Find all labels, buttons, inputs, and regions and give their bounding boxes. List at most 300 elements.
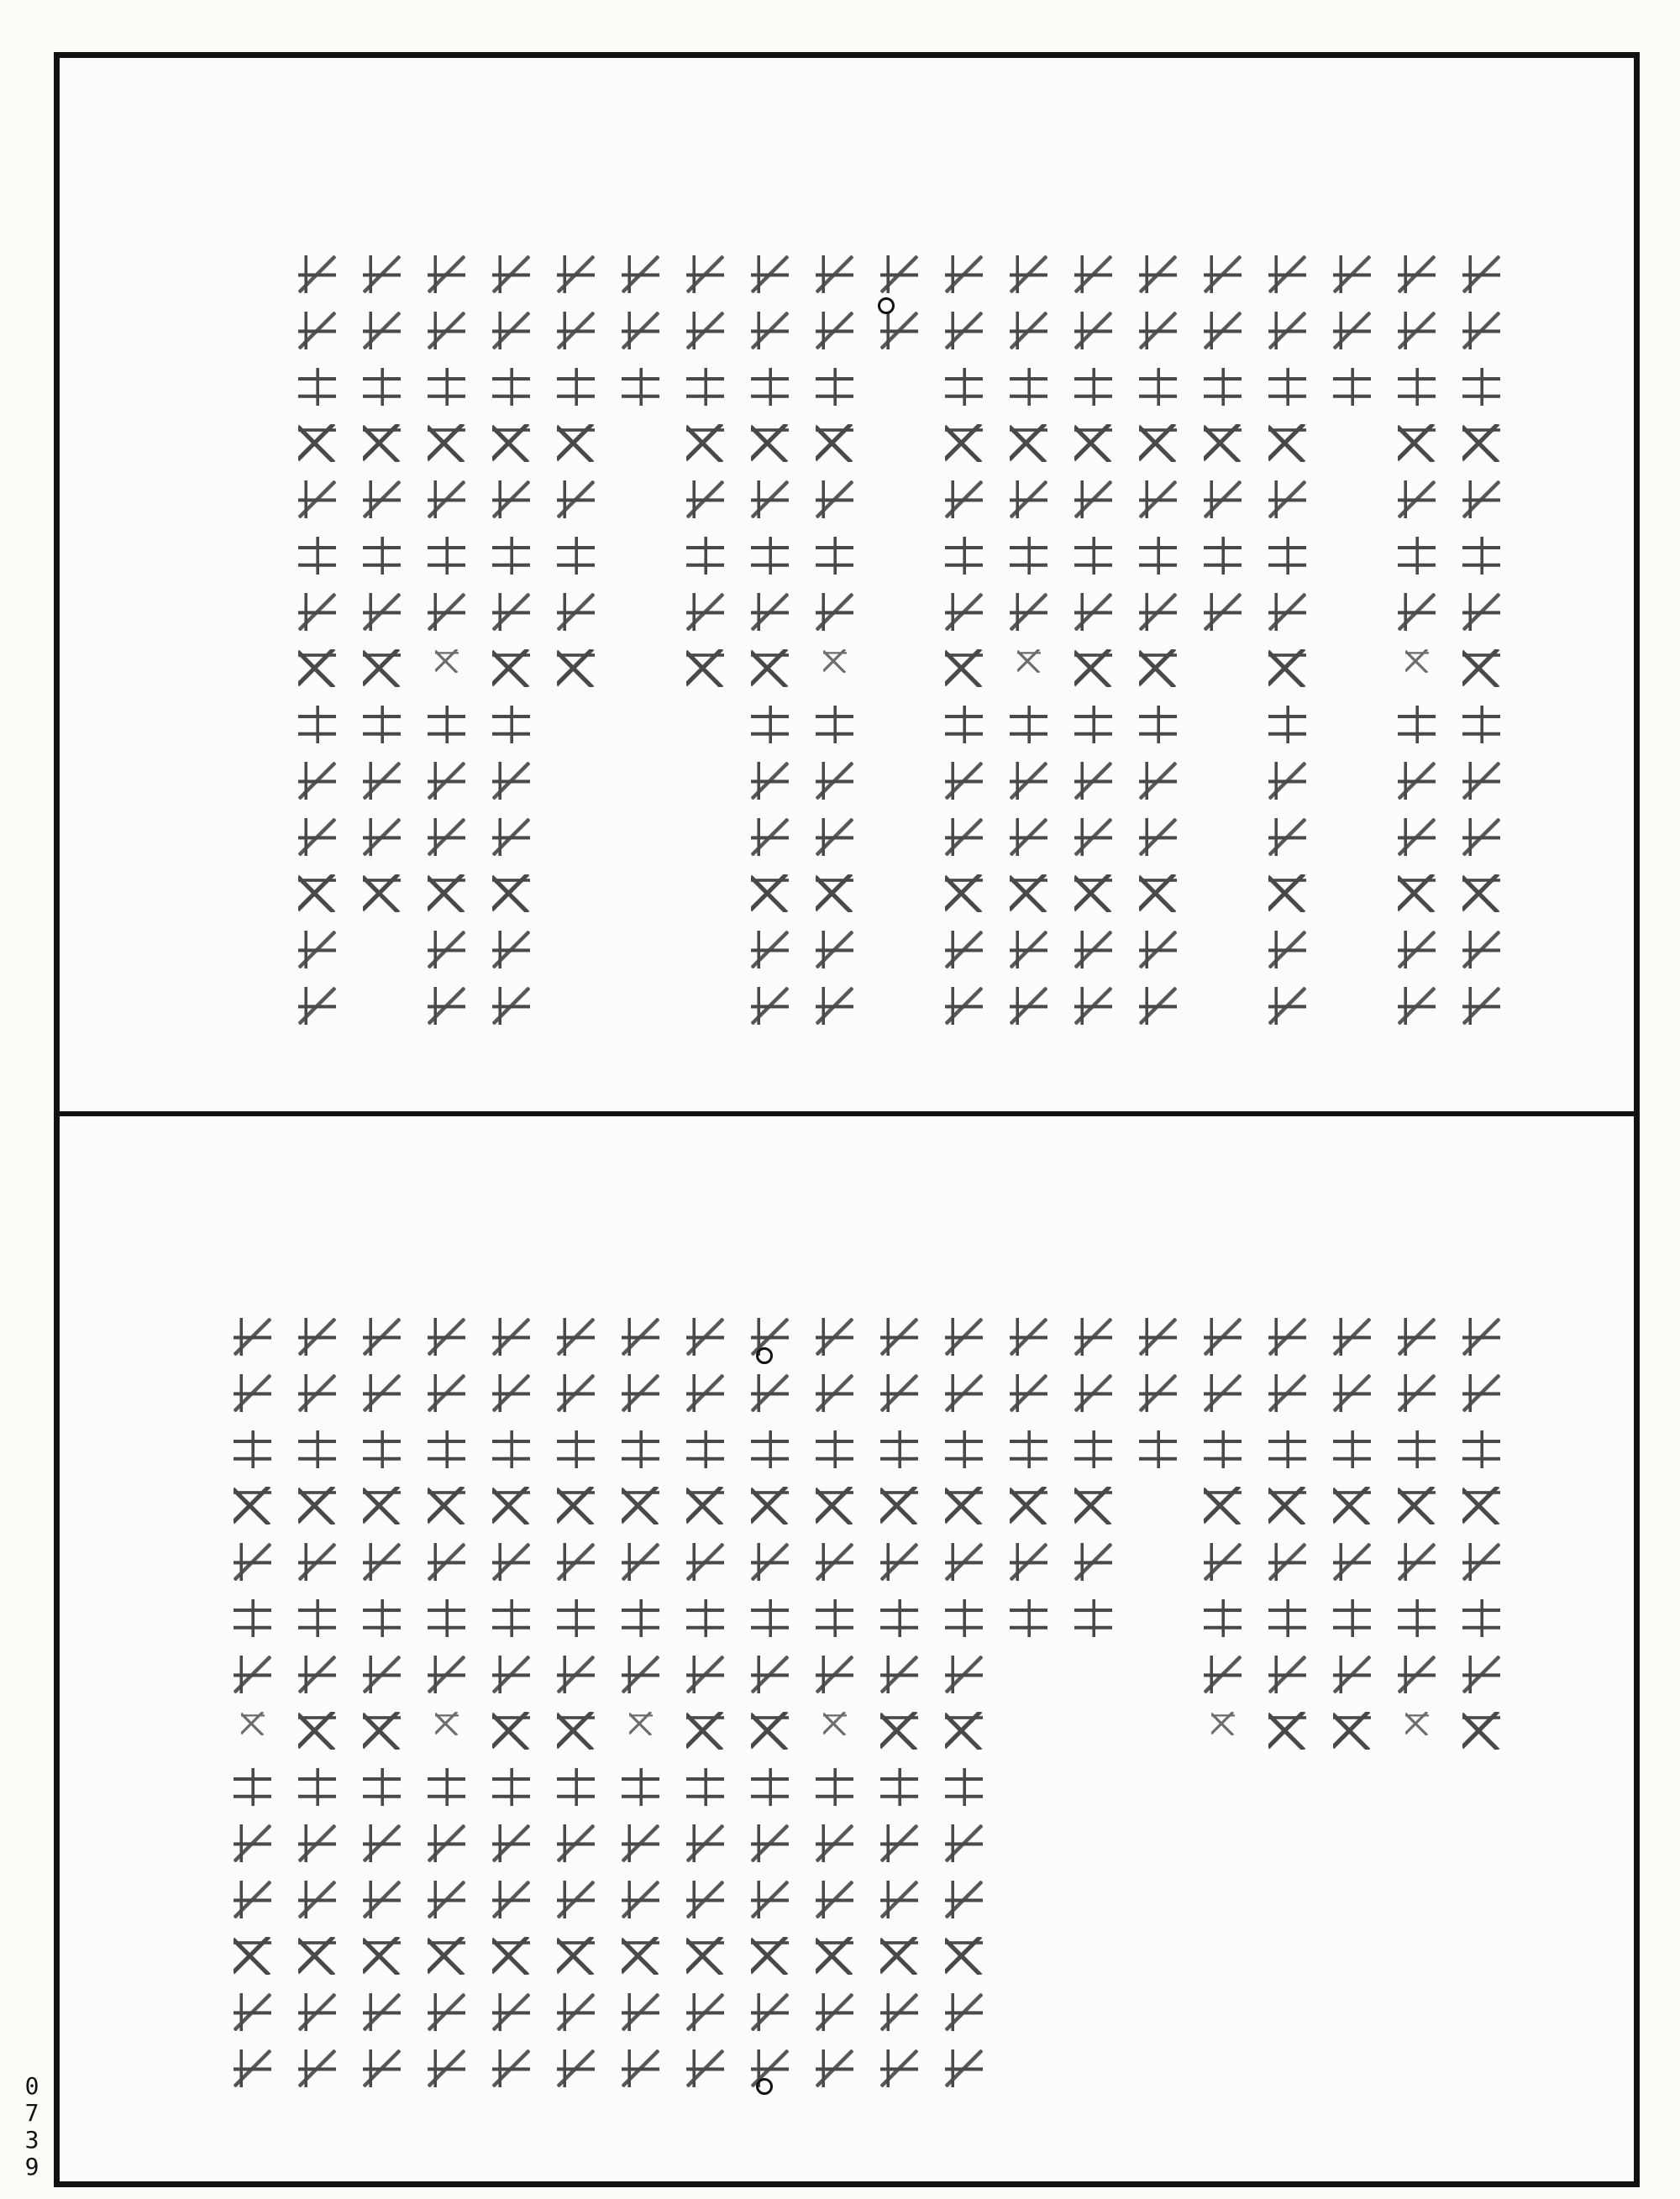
glyph-placeholder	[298, 874, 336, 912]
glyph-placeholder	[492, 649, 530, 687]
text-column	[1326, 1318, 1378, 2133]
glyph-placeholder	[234, 1318, 271, 1356]
side-page-number	[22, 2073, 42, 2181]
glyph-placeholder	[492, 424, 530, 462]
glyph-placeholder	[945, 1937, 983, 1975]
glyph-placeholder	[298, 1430, 336, 1468]
glyph-placeholder	[945, 818, 983, 856]
glyph-placeholder	[945, 931, 983, 968]
glyph-placeholder	[880, 1937, 918, 1975]
glyph-placeholder	[686, 424, 724, 462]
text-column	[1196, 255, 1249, 1079]
glyph-placeholder	[686, 1881, 724, 1918]
glyph-placeholder	[492, 593, 530, 631]
glyph-placeholder	[1462, 818, 1500, 856]
glyph-placeholder	[1398, 1543, 1436, 1581]
glyph-placeholder	[1139, 255, 1177, 293]
glyph-placeholder	[1074, 368, 1112, 406]
glyph-placeholder	[1268, 255, 1306, 293]
bottom-page-panel	[60, 1116, 1634, 2193]
glyph-placeholder	[880, 1656, 918, 1693]
glyph-placeholder	[492, 1430, 530, 1468]
glyph-placeholder	[363, 1881, 401, 1918]
glyph-placeholder	[751, 1599, 789, 1637]
glyph-placeholder	[945, 762, 983, 800]
glyph-placeholder	[1462, 1599, 1500, 1637]
glyph-placeholder	[428, 818, 465, 856]
glyph-placeholder	[1010, 1599, 1047, 1637]
text-column	[1455, 255, 1508, 1079]
glyph-placeholder	[816, 1374, 853, 1412]
glyph-placeholder	[298, 1374, 336, 1412]
glyph-placeholder	[1462, 1656, 1500, 1693]
glyph-placeholder	[622, 2049, 659, 2087]
glyph-placeholder	[816, 480, 853, 518]
glyph-placeholder	[363, 1937, 401, 1975]
glyph-placeholder	[1139, 593, 1177, 631]
glyph-placeholder	[428, 1993, 465, 2031]
glyph-placeholder	[298, 818, 336, 856]
glyph-placeholder	[816, 537, 853, 575]
glyph-placeholder	[686, 1937, 724, 1975]
glyph-placeholder	[1268, 593, 1306, 631]
glyph-placeholder	[557, 1937, 595, 1975]
glyph-placeholder	[234, 1487, 271, 1525]
glyph-placeholder	[298, 1768, 336, 1806]
glyph-placeholder	[363, 368, 401, 406]
glyph-placeholder	[234, 1824, 271, 1862]
glyph-placeholder	[298, 2049, 336, 2087]
glyph-placeholder	[1139, 706, 1177, 743]
text-column	[355, 255, 408, 1079]
glyph-placeholder	[363, 649, 401, 687]
glyph-placeholder	[492, 1712, 530, 1750]
text-column	[937, 1318, 990, 2133]
glyph-placeholder	[816, 255, 853, 293]
glyph-placeholder	[816, 593, 853, 631]
glyph-placeholder	[1204, 1487, 1242, 1525]
glyph-placeholder	[1333, 1656, 1371, 1693]
glyph-placeholder	[622, 1430, 659, 1468]
text-column	[485, 1318, 538, 2133]
glyph-placeholder	[1268, 818, 1306, 856]
glyph-placeholder	[945, 874, 983, 912]
glyph-placeholder	[428, 1599, 465, 1637]
glyph-placeholder	[880, 2049, 918, 2087]
glyph-placeholder	[1268, 987, 1306, 1025]
glyph-placeholder	[945, 1430, 983, 1468]
glyph-placeholder	[234, 1993, 271, 2031]
glyph-placeholder	[428, 1881, 465, 1918]
circle-marker	[756, 2078, 773, 2095]
glyph-placeholder	[298, 593, 336, 631]
glyph-placeholder	[1462, 931, 1500, 968]
glyph-placeholder	[1204, 1543, 1242, 1581]
glyph-placeholder	[1010, 480, 1047, 518]
glyph-placeholder	[816, 1937, 853, 1975]
glyph-placeholder	[298, 987, 336, 1025]
glyph-placeholder	[557, 1374, 595, 1412]
glyph-placeholder	[298, 424, 336, 462]
glyph-placeholder	[428, 1824, 465, 1862]
glyph-placeholder	[557, 1824, 595, 1862]
glyph-placeholder	[816, 1487, 853, 1525]
glyph-placeholder	[1268, 368, 1306, 406]
glyph-placeholder	[428, 312, 465, 349]
glyph-placeholder	[363, 1993, 401, 2031]
glyph-placeholder	[1204, 1599, 1242, 1637]
glyph-placeholder	[1398, 818, 1436, 856]
glyph-placeholder	[1139, 537, 1177, 575]
glyph-placeholder	[428, 931, 465, 968]
glyph-placeholder	[1139, 1374, 1177, 1412]
top-text-columns	[197, 255, 1508, 1079]
glyph-placeholder	[1204, 312, 1242, 349]
glyph-placeholder	[622, 255, 659, 293]
glyph-placeholder	[1462, 1430, 1500, 1468]
glyph-placeholder	[880, 1430, 918, 1468]
glyph-placeholder	[1333, 368, 1371, 406]
glyph-placeholder	[751, 1993, 789, 2031]
glyph-placeholder	[816, 706, 853, 743]
glyph-placeholder	[1010, 312, 1047, 349]
glyph-placeholder	[557, 255, 595, 293]
glyph-placeholder	[751, 1824, 789, 1862]
glyph-placeholder	[1017, 649, 1041, 673]
glyph-placeholder	[686, 1599, 724, 1637]
glyph-placeholder	[1405, 649, 1429, 673]
glyph-placeholder	[1204, 1318, 1242, 1356]
glyph-placeholder	[492, 874, 530, 912]
glyph-placeholder	[1204, 480, 1242, 518]
glyph-placeholder	[363, 1656, 401, 1693]
glyph-placeholder	[622, 1993, 659, 2031]
glyph-placeholder	[622, 1487, 659, 1525]
page-number-digit: 7	[24, 2099, 39, 2127]
glyph-placeholder	[363, 480, 401, 518]
glyph-placeholder	[428, 537, 465, 575]
bottom-text-columns	[197, 1318, 1508, 2133]
glyph-placeholder	[492, 1656, 530, 1693]
glyph-placeholder	[557, 593, 595, 631]
glyph-placeholder	[1462, 1374, 1500, 1412]
glyph-placeholder	[1074, 762, 1112, 800]
glyph-placeholder	[751, 255, 789, 293]
glyph-placeholder	[428, 1656, 465, 1693]
glyph-placeholder	[428, 1543, 465, 1581]
page-number-digit: 3	[24, 2126, 39, 2154]
glyph-placeholder	[945, 649, 983, 687]
glyph-placeholder	[816, 762, 853, 800]
glyph-placeholder	[751, 1712, 789, 1750]
text-column	[1261, 1318, 1314, 2133]
glyph-placeholder	[816, 987, 853, 1025]
glyph-placeholder	[1139, 762, 1177, 800]
glyph-placeholder	[751, 1543, 789, 1581]
glyph-placeholder	[686, 1374, 724, 1412]
glyph-placeholder	[622, 1881, 659, 1918]
glyph-placeholder	[363, 2049, 401, 2087]
glyph-placeholder	[1462, 874, 1500, 912]
glyph-placeholder	[686, 1656, 724, 1693]
text-column	[808, 1318, 861, 2133]
glyph-placeholder	[751, 593, 789, 631]
glyph-placeholder	[1074, 931, 1112, 968]
glyph-placeholder	[751, 762, 789, 800]
glyph-placeholder	[751, 424, 789, 462]
glyph-placeholder	[1268, 1599, 1306, 1637]
glyph-placeholder	[363, 818, 401, 856]
text-column	[1390, 1318, 1443, 2133]
glyph-placeholder	[945, 480, 983, 518]
glyph-placeholder	[363, 706, 401, 743]
glyph-placeholder	[234, 1374, 271, 1412]
glyph-placeholder	[686, 368, 724, 406]
glyph-placeholder	[1010, 762, 1047, 800]
text-column	[1002, 255, 1055, 1079]
glyph-placeholder	[1010, 874, 1047, 912]
glyph-placeholder	[1333, 1712, 1371, 1750]
glyph-placeholder	[1462, 1318, 1500, 1356]
glyph-placeholder	[492, 818, 530, 856]
glyph-placeholder	[1139, 987, 1177, 1025]
glyph-placeholder	[298, 762, 336, 800]
glyph-placeholder	[492, 1318, 530, 1356]
glyph-placeholder	[298, 1656, 336, 1693]
glyph-placeholder	[1139, 1430, 1177, 1468]
glyph-placeholder	[1333, 1543, 1371, 1581]
top-page-panel	[60, 58, 1634, 1116]
glyph-placeholder	[1398, 1430, 1436, 1468]
glyph-placeholder	[1268, 762, 1306, 800]
glyph-placeholder	[686, 1824, 724, 1862]
glyph-placeholder	[816, 1824, 853, 1862]
glyph-placeholder	[1398, 1487, 1436, 1525]
glyph-placeholder	[945, 593, 983, 631]
glyph-placeholder	[363, 1430, 401, 1468]
glyph-placeholder	[1462, 480, 1500, 518]
glyph-placeholder	[622, 1768, 659, 1806]
text-column	[1002, 1318, 1055, 2133]
glyph-placeholder	[686, 1993, 724, 2031]
glyph-placeholder	[492, 312, 530, 349]
glyph-placeholder	[686, 1487, 724, 1525]
page-number-digit: 9	[24, 2153, 39, 2181]
glyph-placeholder	[686, 1712, 724, 1750]
glyph-placeholder	[1010, 1487, 1047, 1525]
glyph-placeholder	[945, 255, 983, 293]
glyph-placeholder	[428, 1487, 465, 1525]
glyph-placeholder	[1333, 1374, 1371, 1412]
glyph-placeholder	[1268, 424, 1306, 462]
glyph-placeholder	[945, 1993, 983, 2031]
glyph-placeholder	[1462, 255, 1500, 293]
glyph-placeholder	[1333, 255, 1371, 293]
glyph-placeholder	[557, 480, 595, 518]
glyph-placeholder	[1268, 537, 1306, 575]
glyph-placeholder	[945, 987, 983, 1025]
text-column	[291, 255, 344, 1079]
glyph-placeholder	[1268, 480, 1306, 518]
glyph-placeholder	[234, 1656, 271, 1693]
glyph-placeholder	[1462, 1712, 1500, 1750]
glyph-placeholder	[945, 1487, 983, 1525]
glyph-placeholder	[880, 1881, 918, 1918]
glyph-placeholder	[298, 1318, 336, 1356]
glyph-placeholder	[622, 1656, 659, 1693]
glyph-placeholder	[1074, 1599, 1112, 1637]
glyph-placeholder	[1268, 706, 1306, 743]
glyph-placeholder	[622, 368, 659, 406]
glyph-placeholder	[1211, 1712, 1235, 1735]
glyph-placeholder	[557, 1656, 595, 1693]
glyph-placeholder	[492, 1543, 530, 1581]
glyph-placeholder	[1010, 931, 1047, 968]
glyph-placeholder	[1139, 368, 1177, 406]
glyph-placeholder	[1010, 537, 1047, 575]
glyph-placeholder	[816, 1599, 853, 1637]
glyph-placeholder	[428, 762, 465, 800]
glyph-placeholder	[298, 706, 336, 743]
glyph-placeholder	[1204, 1656, 1242, 1693]
glyph-placeholder	[945, 1599, 983, 1637]
glyph-placeholder	[234, 1881, 271, 1918]
glyph-placeholder	[557, 312, 595, 349]
glyph-placeholder	[492, 706, 530, 743]
glyph-placeholder	[298, 931, 336, 968]
text-column	[1131, 255, 1184, 1079]
glyph-placeholder	[557, 424, 595, 462]
glyph-placeholder	[816, 874, 853, 912]
text-column	[1196, 1318, 1249, 2133]
glyph-placeholder	[945, 1712, 983, 1750]
glyph-placeholder	[1074, 480, 1112, 518]
text-column	[549, 255, 602, 1079]
circle-marker	[878, 297, 895, 314]
glyph-placeholder	[823, 1712, 847, 1735]
glyph-placeholder	[751, 1768, 789, 1806]
glyph-placeholder	[1398, 1374, 1436, 1412]
glyph-placeholder	[363, 874, 401, 912]
glyph-placeholder	[557, 1712, 595, 1750]
glyph-placeholder	[945, 1318, 983, 1356]
glyph-placeholder	[492, 1937, 530, 1975]
glyph-placeholder	[816, 2049, 853, 2087]
glyph-placeholder	[428, 1937, 465, 1975]
text-column	[808, 255, 861, 1079]
glyph-placeholder	[1398, 312, 1436, 349]
text-column	[614, 1318, 667, 2133]
glyph-placeholder	[751, 1430, 789, 1468]
glyph-placeholder	[1398, 931, 1436, 968]
glyph-placeholder	[298, 1599, 336, 1637]
glyph-placeholder	[492, 987, 530, 1025]
glyph-placeholder	[622, 1543, 659, 1581]
glyph-placeholder	[816, 312, 853, 349]
glyph-placeholder	[1398, 255, 1436, 293]
glyph-placeholder	[1074, 818, 1112, 856]
glyph-placeholder	[428, 706, 465, 743]
text-column	[1067, 1318, 1120, 2133]
glyph-placeholder	[492, 1374, 530, 1412]
glyph-placeholder	[1268, 649, 1306, 687]
text-column	[226, 1318, 279, 2133]
glyph-placeholder	[557, 537, 595, 575]
glyph-placeholder	[880, 255, 918, 293]
glyph-placeholder	[1398, 537, 1436, 575]
glyph-placeholder	[1268, 1318, 1306, 1356]
glyph-placeholder	[686, 2049, 724, 2087]
page-number-digit: 0	[24, 2072, 39, 2100]
glyph-placeholder	[1462, 762, 1500, 800]
glyph-placeholder	[945, 1543, 983, 1581]
glyph-placeholder	[1139, 649, 1177, 687]
glyph-placeholder	[492, 2049, 530, 2087]
glyph-placeholder	[1398, 987, 1436, 1025]
glyph-placeholder	[1204, 1430, 1242, 1468]
glyph-placeholder	[686, 593, 724, 631]
glyph-placeholder	[241, 1712, 265, 1735]
glyph-placeholder	[880, 1712, 918, 1750]
glyph-placeholder	[557, 1430, 595, 1468]
glyph-placeholder	[880, 1487, 918, 1525]
glyph-placeholder	[1268, 874, 1306, 912]
glyph-placeholder	[1398, 424, 1436, 462]
glyph-placeholder	[1010, 255, 1047, 293]
glyph-placeholder	[435, 1712, 459, 1735]
glyph-placeholder	[492, 1599, 530, 1637]
glyph-placeholder	[816, 368, 853, 406]
glyph-placeholder	[363, 1543, 401, 1581]
text-column	[420, 255, 473, 1079]
glyph-placeholder	[492, 762, 530, 800]
text-column	[1390, 255, 1443, 1079]
glyph-placeholder	[1398, 1318, 1436, 1356]
glyph-placeholder	[1204, 593, 1242, 631]
glyph-placeholder	[816, 1656, 853, 1693]
glyph-placeholder	[1010, 593, 1047, 631]
glyph-placeholder	[557, 1881, 595, 1918]
glyph-placeholder	[622, 1318, 659, 1356]
glyph-placeholder	[1010, 1430, 1047, 1468]
glyph-placeholder	[751, 931, 789, 968]
text-column	[549, 1318, 602, 2133]
glyph-placeholder	[686, 1768, 724, 1806]
glyph-placeholder	[1074, 312, 1112, 349]
glyph-placeholder	[1074, 706, 1112, 743]
glyph-placeholder	[880, 1543, 918, 1581]
glyph-placeholder	[816, 818, 853, 856]
glyph-placeholder	[945, 1824, 983, 1862]
glyph-placeholder	[1398, 368, 1436, 406]
text-column	[743, 255, 796, 1079]
glyph-placeholder	[363, 537, 401, 575]
glyph-placeholder	[945, 1881, 983, 1918]
circle-marker	[756, 1347, 773, 1364]
text-column	[1455, 1318, 1508, 2133]
glyph-placeholder	[557, 1993, 595, 2031]
glyph-placeholder	[363, 424, 401, 462]
glyph-placeholder	[751, 1487, 789, 1525]
glyph-placeholder	[492, 255, 530, 293]
glyph-placeholder	[298, 1543, 336, 1581]
glyph-placeholder	[298, 368, 336, 406]
glyph-placeholder	[823, 649, 847, 673]
glyph-placeholder	[1074, 1543, 1112, 1581]
glyph-placeholder	[686, 255, 724, 293]
glyph-placeholder	[557, 649, 595, 687]
glyph-placeholder	[492, 931, 530, 968]
